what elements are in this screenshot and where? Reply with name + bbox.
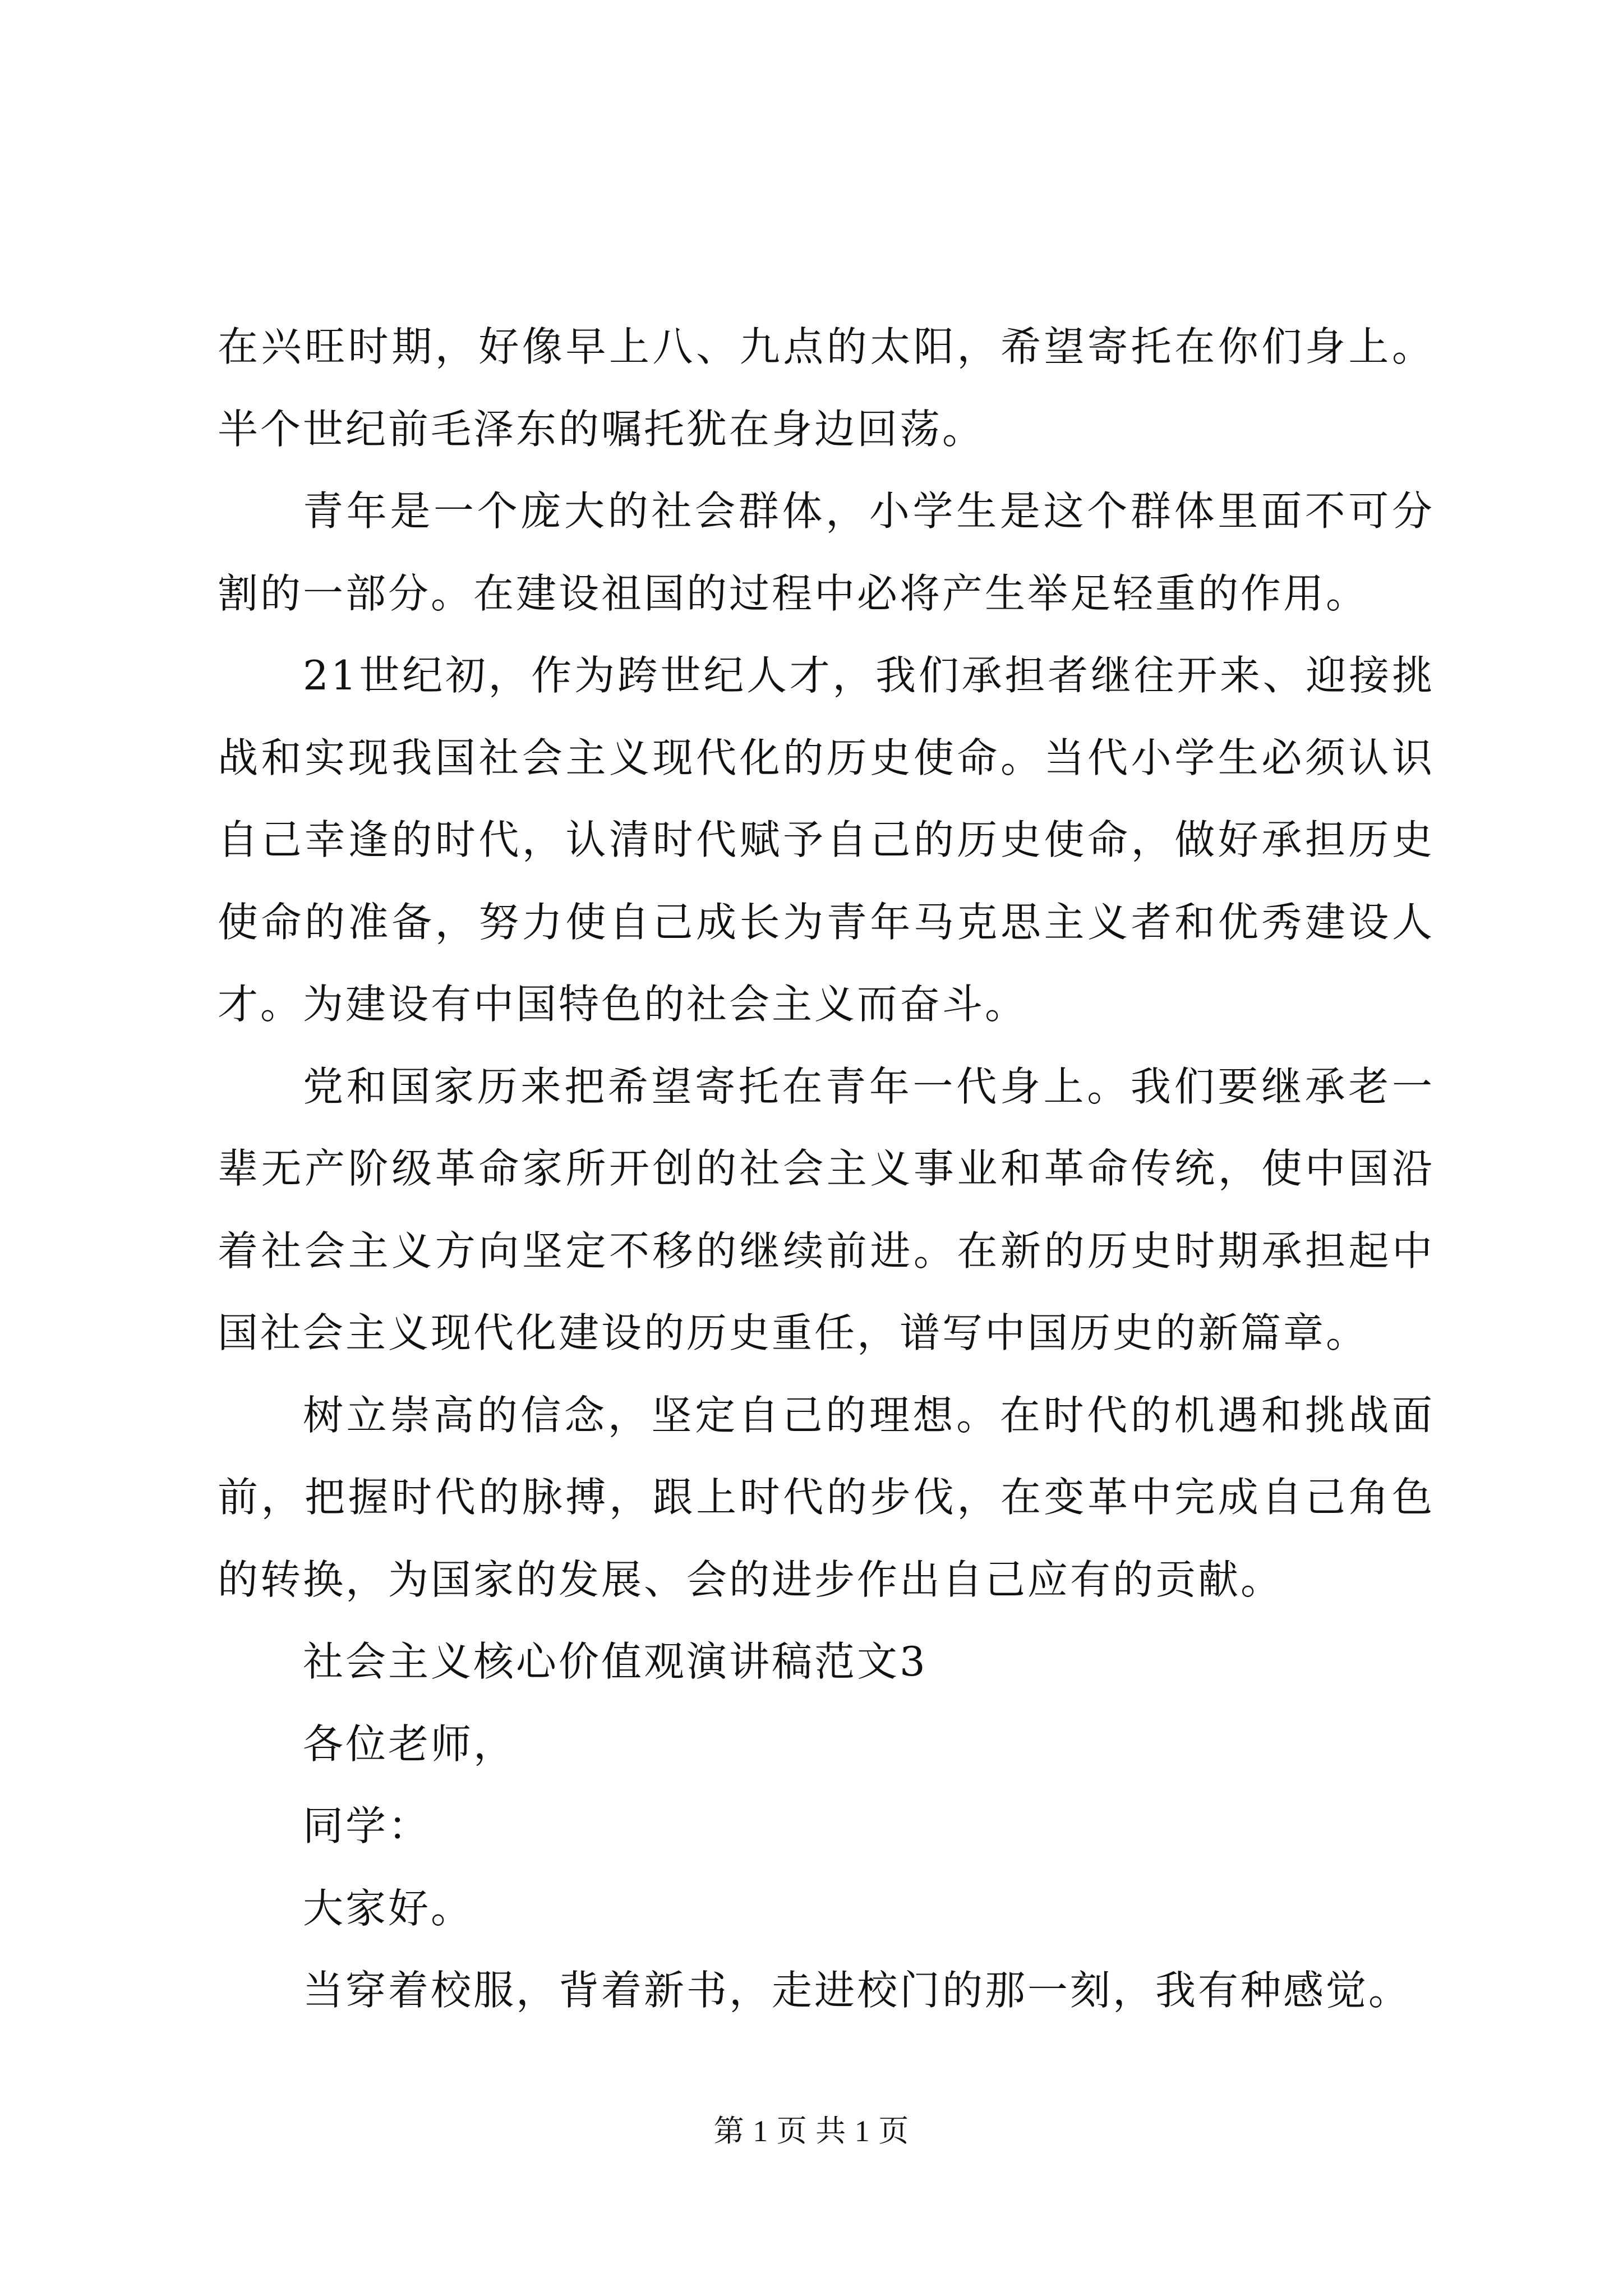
paragraph-4: 党和国家历来把希望寄托在青年一代身上。我们要继承老一辈无产阶级革命家所开创的社会主义事业和革命传统，使中国沿着社会主义方向坚定不移的继续前进。在新的历史时期承担起中国社会主义现代化建设的历史重任，谱写中国历史的新篇章。 — [218, 1062, 1435, 1356]
paragraph-1: 在兴旺时期，好像早上八、九点的太阳，希望寄托在你们身上。半个世纪前毛泽东的嘱托犹在身边回荡。 — [218, 323, 1435, 453]
document-body — [218, 306, 1435, 2032]
greeting: 大家好。 — [303, 1884, 474, 1932]
paragraph-2: 青年是一个庞大的社会群体，小学生是这个群体里面不可分割的一部分。在建设祖国的过程中必将产生举足轻重的作用。 — [218, 487, 1435, 617]
paragraph-10: 当穿着校服，背着新书，走进校门的那一刻，我有种感觉。 — [303, 1967, 1412, 2014]
section-heading: 社会主义核心价值观演讲稿范文3 — [303, 1638, 928, 1685]
page-footer: 第 1 页 共 1 页 — [713, 2114, 910, 2148]
salutation-students: 同学： — [303, 1802, 431, 1849]
paragraph-3: 21世纪初，作为跨世纪人才，我们承担者继往开来、迎接挑战和实现我国社会主义现代化的历史使命。当代小学生必须认识自己幸逢的时代，认清时代赋予自己的历史使命，做好承担历史使命的准备，努力使自己成长为青年马克思主义者和优秀建设人才。为建设有中国特色的社会主义而奋斗。 — [218, 652, 1435, 1028]
paragraph-5: 树立崇高的信念，坚定自己的理想。在时代的机遇和挑战面前，把握时代的脉搏，跟上时代的步伐，在变革中完成自己角色的转换，为国家的发展、会的进步作出自己应有的贡献。 — [218, 1391, 1435, 1603]
salutation-teachers: 各位老师， — [303, 1720, 517, 1768]
